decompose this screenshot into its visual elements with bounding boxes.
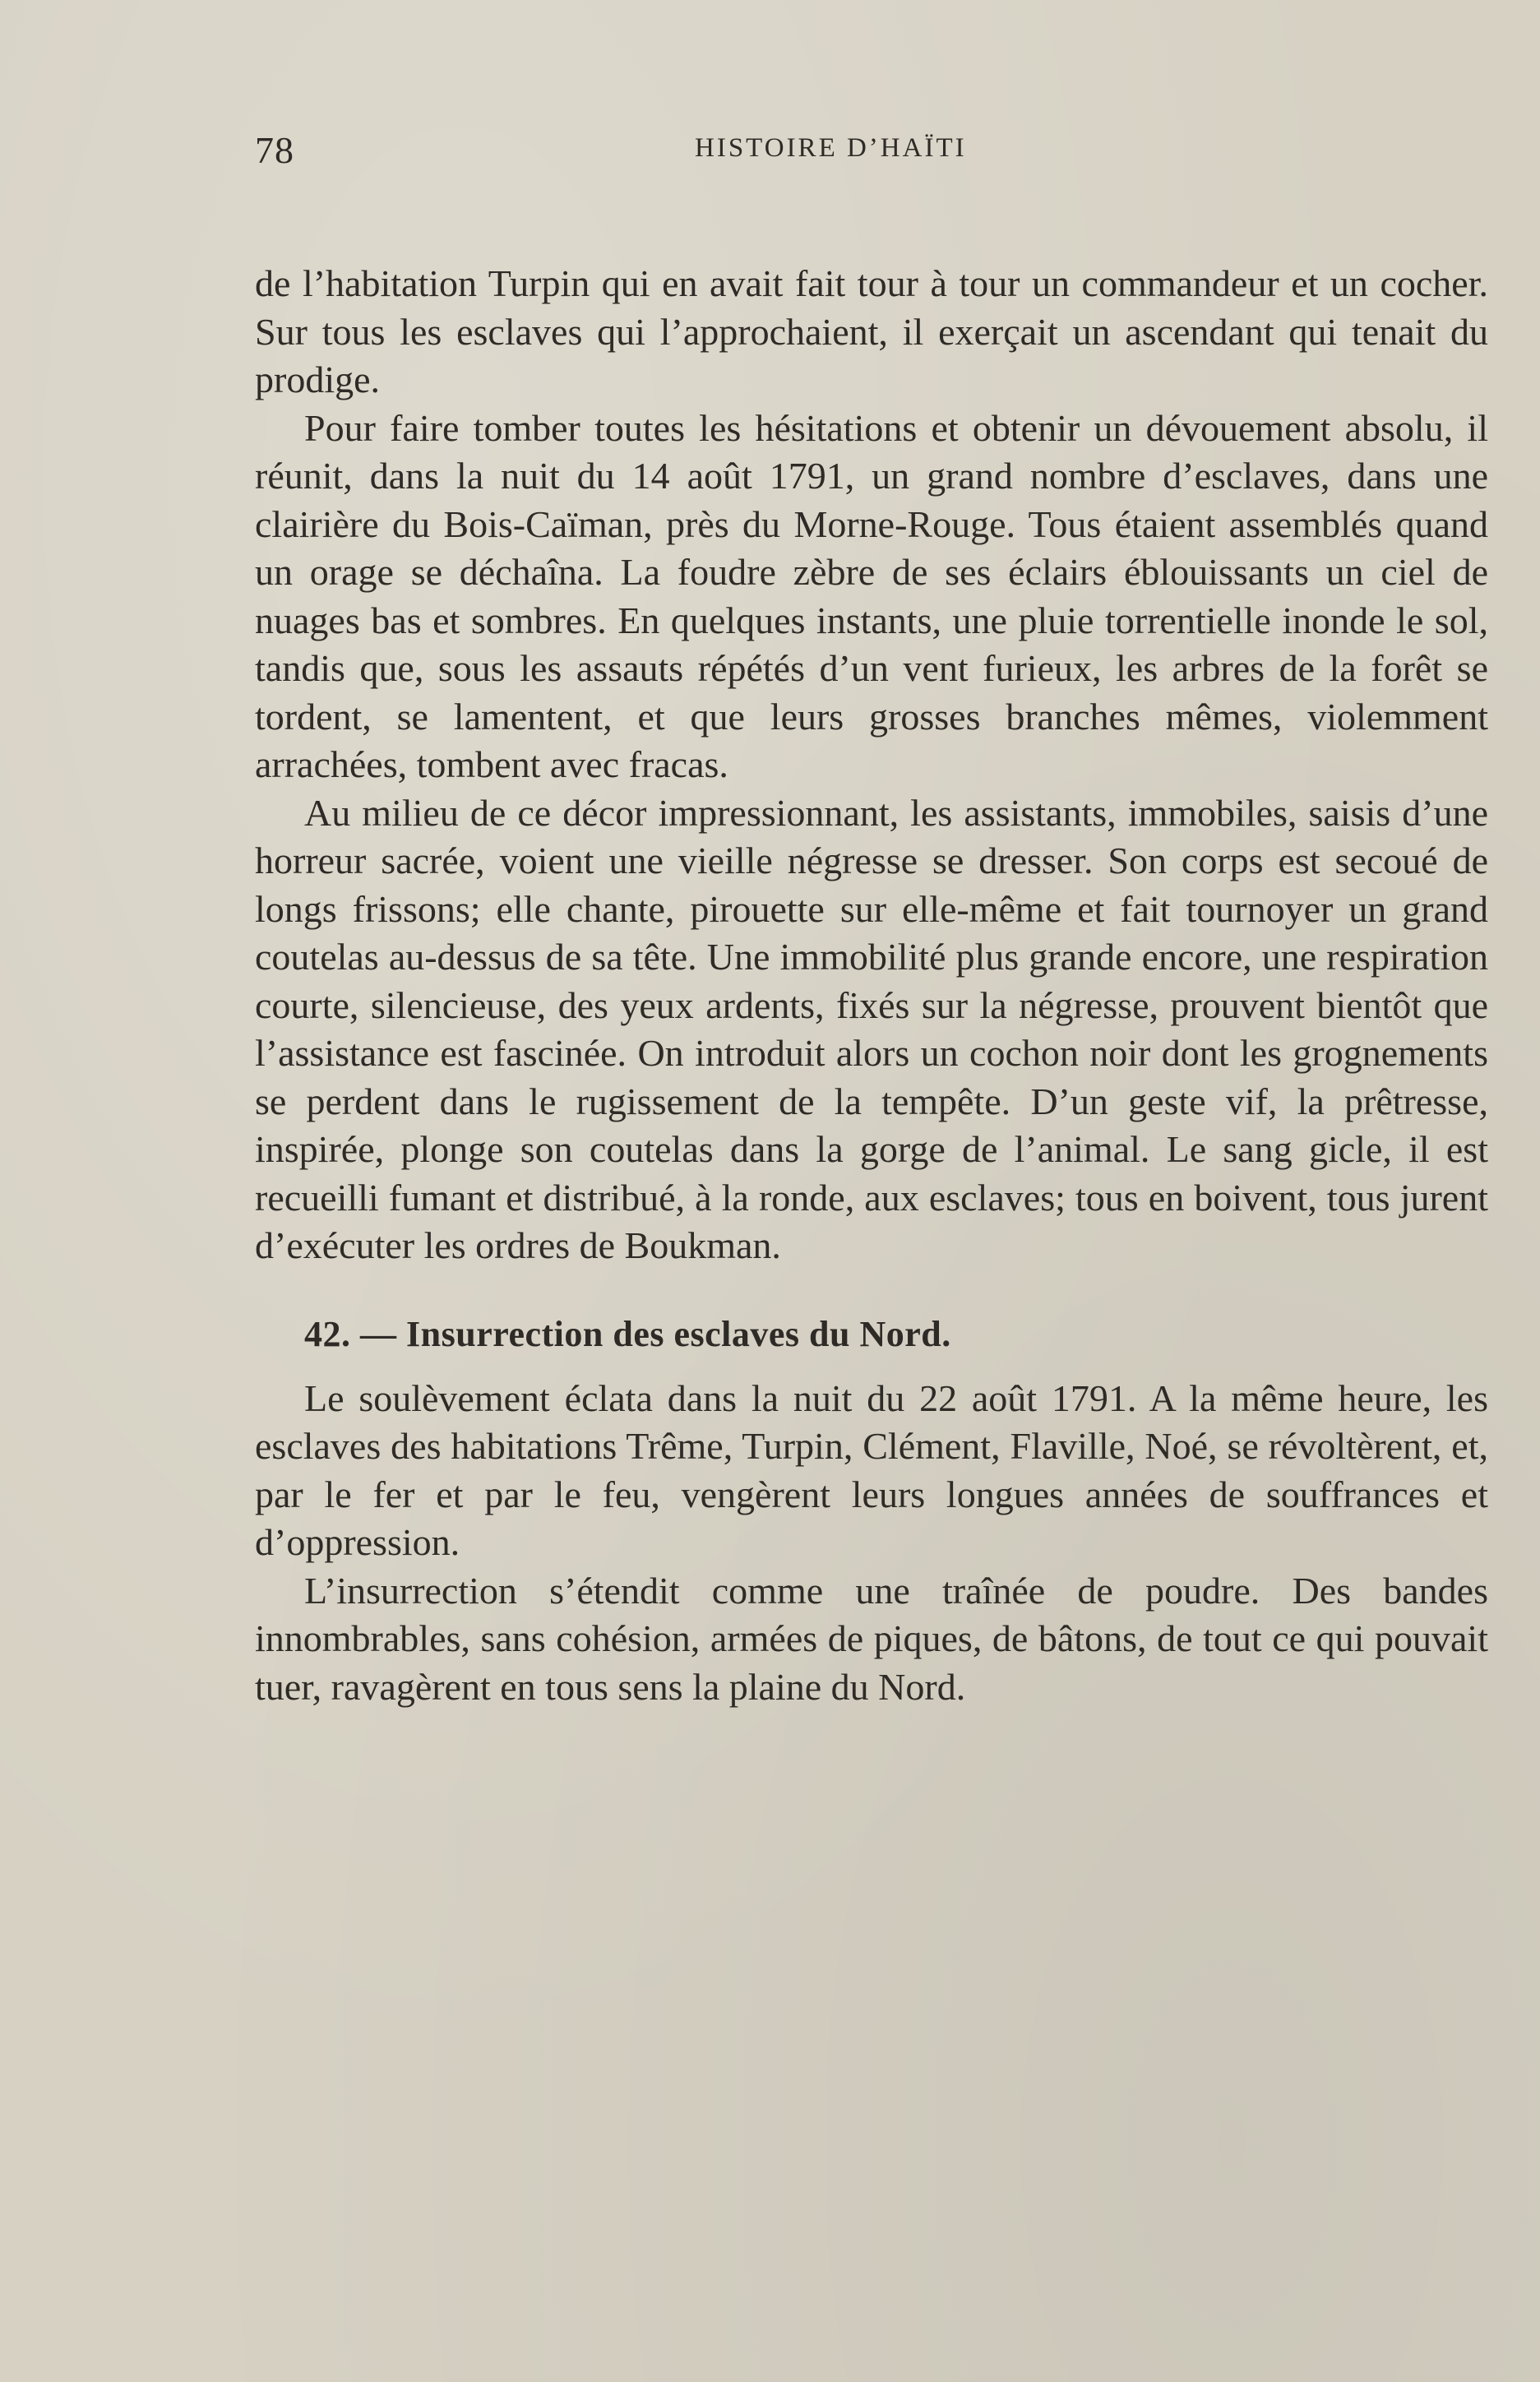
paragraph-uprising: Le soulèvement éclata dans la nuit du 22 août 1791. A la même heure, les esclaves des habitations Trême, Turpin, Clément, Flaville, Noé, se révoltèrent, et, par le fer et par le feu, vengèrent leurs longues années de souffrances et d’oppression. [255,1376,1488,1563]
page-number: 78 [255,129,294,171]
body-text-top [255,260,1488,1270]
book-page [255,115,1488,1711]
body-text-bottom [255,1375,1488,1712]
paragraph-bois-caiman: Pour faire tomber toutes les hésitations et obtenir un dévouement absolu, il réunit, dans la nuit du 14 août 1791, un grand nombre d’esclaves, dans une clairière du Bois-Caïman, près du Morne-Rouge. Tous étaient assemblés quand un orage se déchaîna. La foudre zèbre de ses éclairs éblouissants un ciel de nuages bas et sombres. En quelques instants, une pluie torrentielle inonde le sol, tandis que, sous les assauts répétés d’un vent furieux, les arbres de la forêt se tordent, se lamentent, et que leurs grosses branches mêmes, violemment arrachées, tombent avec fracas. [255,406,1488,785]
running-head [255,128,1488,202]
running-head-title: HISTOIRE D’HAÏTI [695,133,967,163]
paragraph-ceremony: Au milieu de ce décor impressionnant, les assistants, immobiles, saisis d’une horreur sacrée, voient une vieille négresse se dresser. Son corps est secoué de longs frissons; elle chante, pirouette sur elle-même et fait tournoyer un grand coutelas au-dessus de sa tête. Une immobilité plus grande encore, une respiration courte, silencieuse, des yeux ardents, fixés sur la négresse, prouvent bientôt que l’assistance est fascinée. On introduit alors un cochon noir dont les grognements se perdent dans le rugissement de la tempête. D’un geste vif, la prêtresse, inspirée, plonge son coutelas dans la gorge de l’animal. Le sang gicle, il est recueilli fumant et distribué, à la ronde, aux esclaves; tous en boivent, tous jurent d’exécuter les ordres de Boukman. [255,791,1488,1266]
paragraph-spread: L’insurrection s’étendit comme une traînée de poudre. Des bandes innombrables, sans cohésion, armées de piques, de bâtons, de tout ce qui pouvait tuer, ravagèrent en tous sens la plaine du Nord. [255,1569,1488,1708]
paragraph-continuation: de l’habitation Turpin qui en avait fait tour à tour un commandeur et un cocher. Sur tous les esclaves qui l’approchaient, il exerçait un ascendant qui tenait du prodige. [255,262,1488,400]
section-heading: 42. — Insurrection des esclaves du Nord. [304,1313,951,1354]
